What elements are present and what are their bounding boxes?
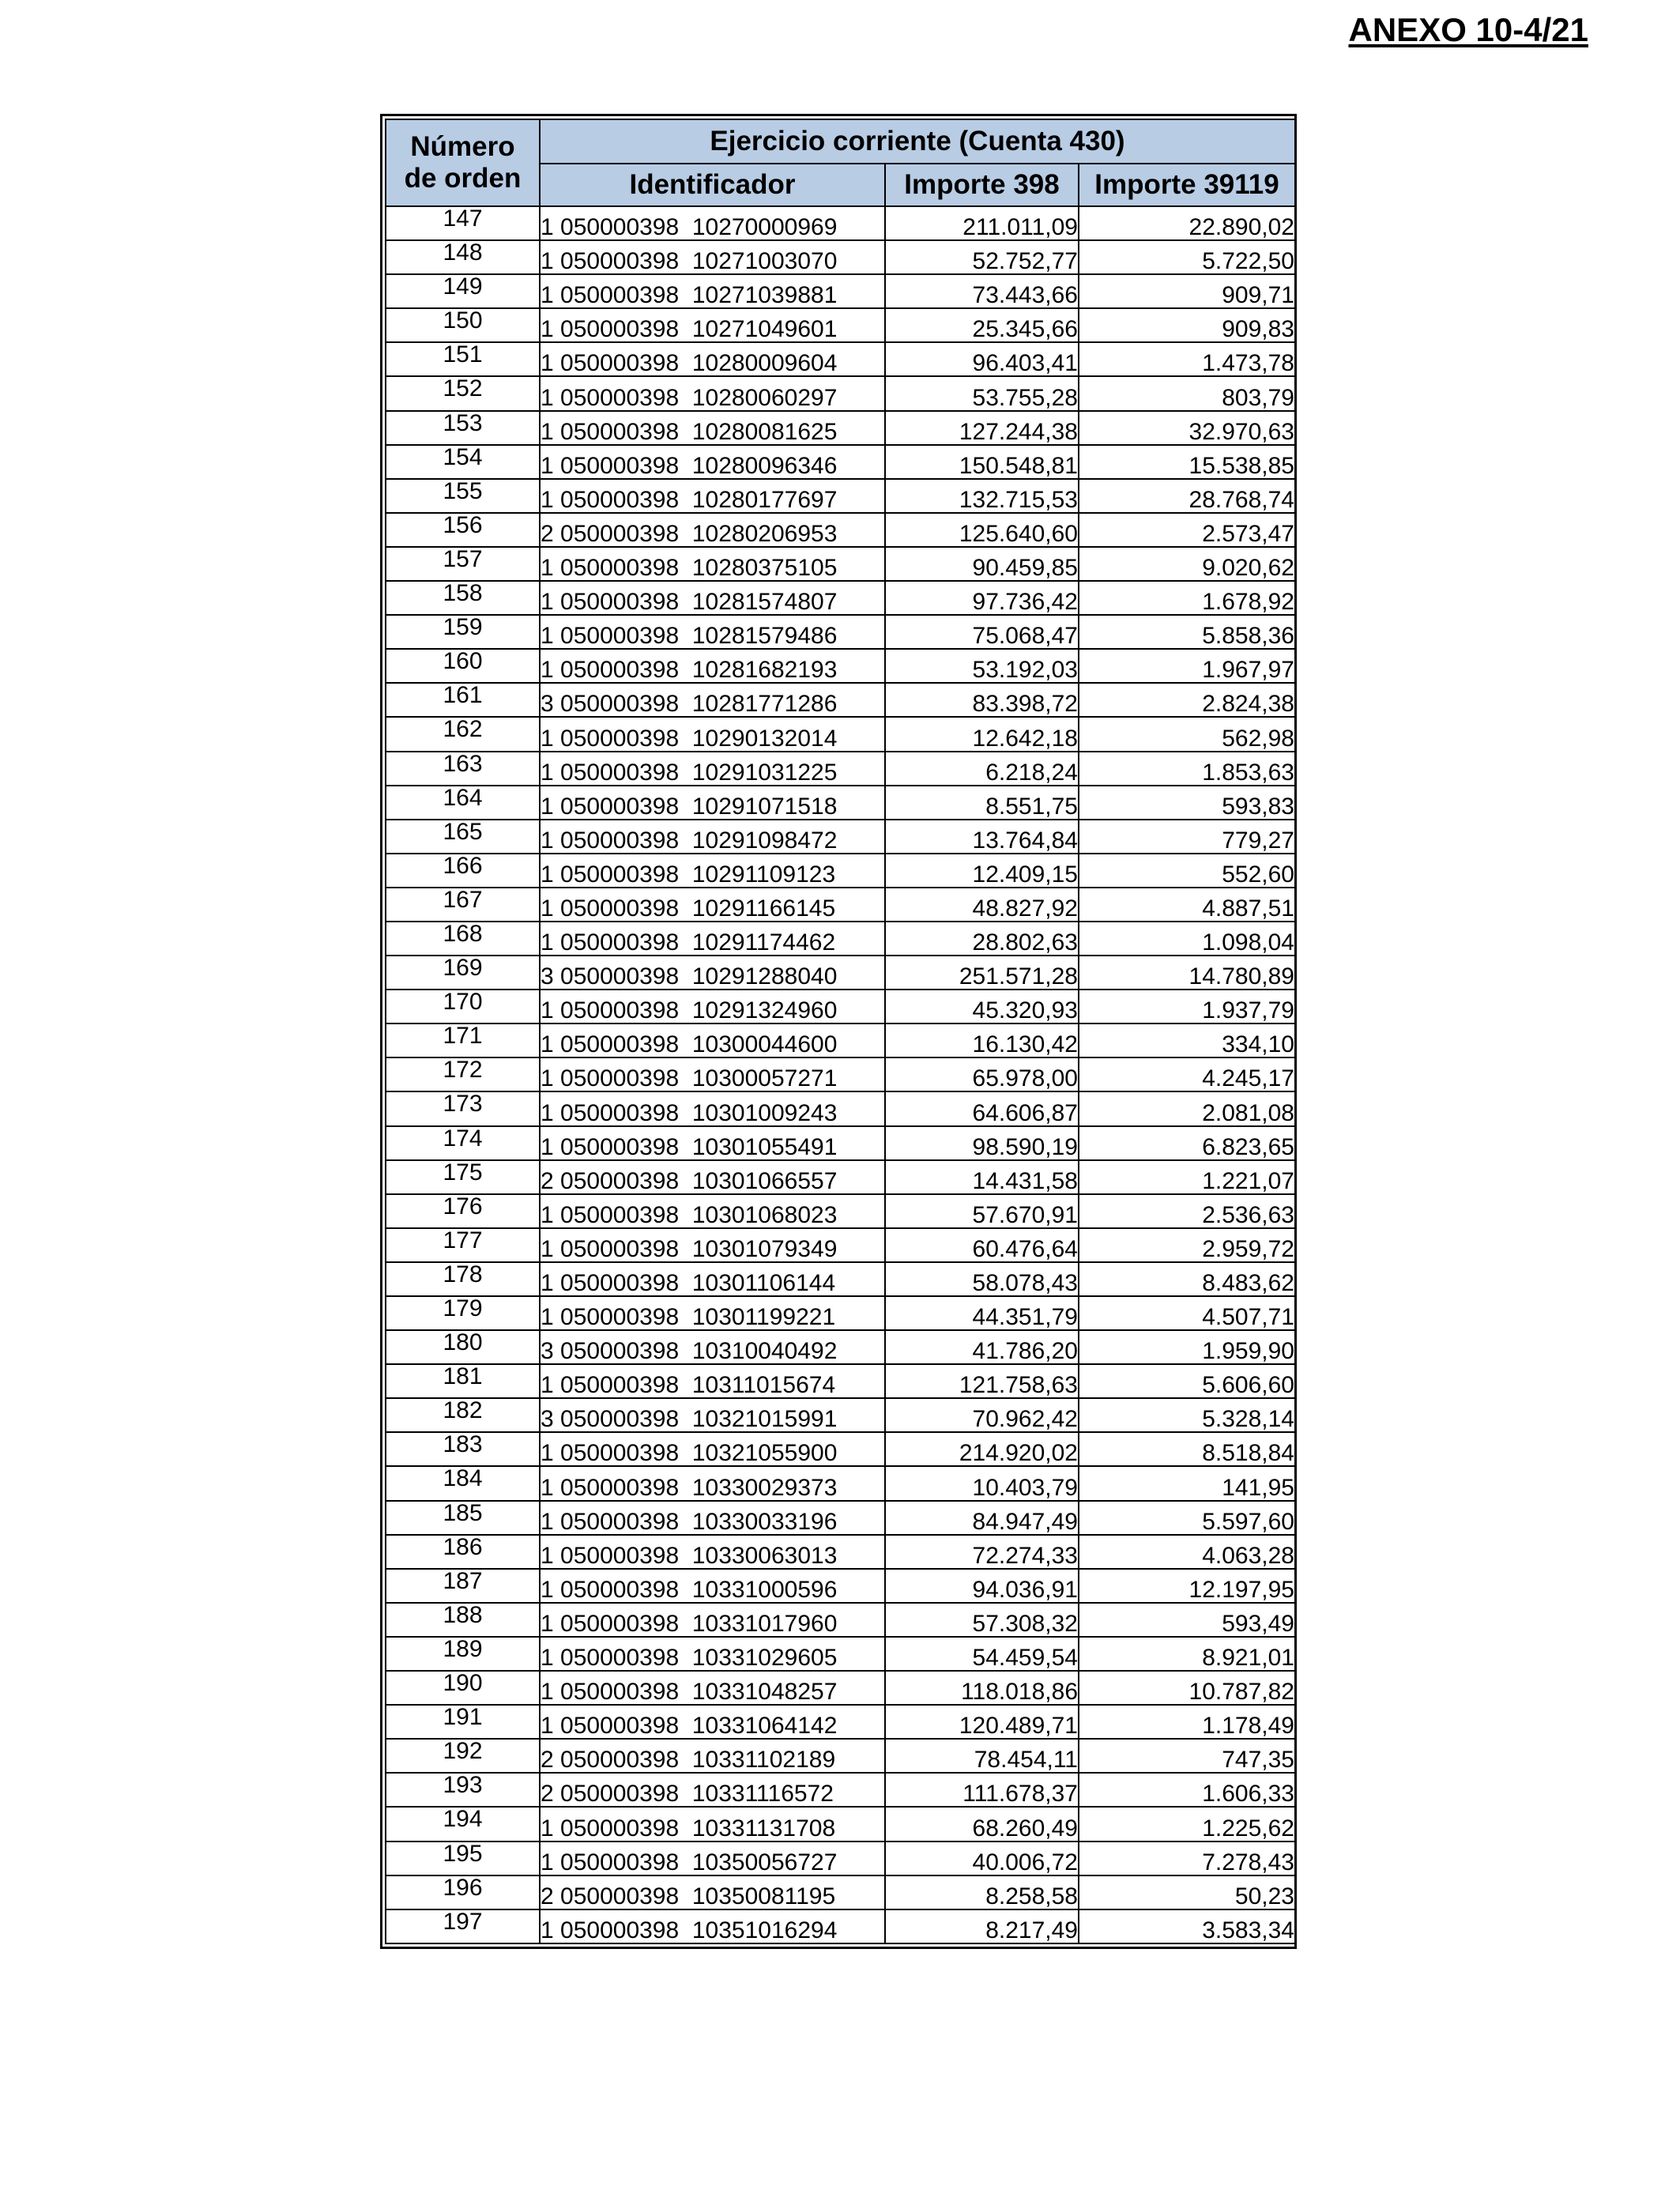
table-row <box>386 1773 1295 1807</box>
row-number: 172 <box>386 1057 540 1091</box>
row-importe-39119: 1.853,63 <box>1079 752 1295 786</box>
table-row <box>386 1091 1295 1125</box>
row-importe-39119: 6.823,65 <box>1079 1126 1295 1160</box>
row-importe-39119: 7.278,43 <box>1079 1842 1295 1875</box>
row-importe-398: 60.476,64 <box>885 1228 1079 1262</box>
row-identificador: 1 050000398 10301106144 <box>540 1262 885 1296</box>
row-number: 179 <box>386 1296 540 1330</box>
table-row <box>386 1603 1295 1637</box>
row-identificador: 2 050000398 10331102189 <box>540 1739 885 1773</box>
table-row <box>386 1501 1295 1535</box>
row-identificador: 1 050000398 10281682193 <box>540 649 885 683</box>
row-importe-39119: 5.597,60 <box>1079 1501 1295 1535</box>
table-row <box>386 342 1295 376</box>
table-row <box>386 1569 1295 1603</box>
row-identificador: 1 050000398 10281574807 <box>540 581 885 615</box>
row-identificador: 1 050000398 10301199221 <box>540 1296 885 1330</box>
row-number: 187 <box>386 1569 540 1603</box>
row-importe-39119: 2.081,08 <box>1079 1091 1295 1125</box>
table-row <box>386 615 1295 649</box>
table-row <box>386 513 1295 547</box>
row-importe-39119: 5.858,36 <box>1079 615 1295 649</box>
row-identificador: 1 050000398 10300057271 <box>540 1057 885 1091</box>
table-row <box>386 1909 1295 1943</box>
row-number: 188 <box>386 1603 540 1637</box>
row-importe-39119: 1.178,49 <box>1079 1705 1295 1739</box>
row-importe-39119: 14.780,89 <box>1079 956 1295 990</box>
row-importe-39119: 1.606,33 <box>1079 1773 1295 1807</box>
row-importe-398: 8.217,49 <box>885 1909 1079 1943</box>
table-row <box>386 1160 1295 1194</box>
row-importe-39119: 1.967,97 <box>1079 649 1295 683</box>
row-importe-398: 251.571,28 <box>885 956 1079 990</box>
row-number: 181 <box>386 1364 540 1398</box>
row-importe-39119: 141,95 <box>1079 1466 1295 1500</box>
row-number: 192 <box>386 1739 540 1773</box>
row-identificador: 2 050000398 10350081195 <box>540 1875 885 1909</box>
row-importe-398: 48.827,92 <box>885 888 1079 922</box>
row-identificador: 2 050000398 10280206953 <box>540 513 885 547</box>
row-importe-39119: 909,83 <box>1079 308 1295 342</box>
row-identificador: 1 050000398 10331064142 <box>540 1705 885 1739</box>
row-number: 153 <box>386 411 540 445</box>
row-number: 155 <box>386 479 540 513</box>
data-table <box>385 119 1296 1944</box>
row-importe-39119: 562,98 <box>1079 717 1295 751</box>
row-importe-398: 125.640,60 <box>885 513 1079 547</box>
table-row <box>386 649 1295 683</box>
row-identificador: 1 050000398 10280060297 <box>540 376 885 410</box>
row-importe-398: 120.489,71 <box>885 1705 1079 1739</box>
row-identificador: 1 050000398 10301009243 <box>540 1091 885 1125</box>
table-header <box>386 119 1295 206</box>
row-importe-39119: 2.536,63 <box>1079 1194 1295 1228</box>
row-identificador: 2 050000398 10331116572 <box>540 1773 885 1807</box>
table-row <box>386 547 1295 581</box>
table-row <box>386 1262 1295 1296</box>
table-row <box>386 1637 1295 1671</box>
row-importe-398: 28.802,63 <box>885 922 1079 956</box>
row-identificador: 1 050000398 10301055491 <box>540 1126 885 1160</box>
table-row <box>386 1330 1295 1364</box>
row-number: 182 <box>386 1398 540 1432</box>
row-identificador: 1 050000398 10331017960 <box>540 1603 885 1637</box>
row-identificador: 3 050000398 10281771286 <box>540 683 885 717</box>
row-importe-39119: 747,35 <box>1079 1739 1295 1773</box>
row-number: 158 <box>386 581 540 615</box>
row-number: 149 <box>386 274 540 308</box>
row-importe-398: 150.548,81 <box>885 445 1079 479</box>
row-importe-39119: 5.606,60 <box>1079 1364 1295 1398</box>
header-ejercicio-corriente: Ejercicio corriente (Cuenta 430) <box>540 119 1295 164</box>
row-importe-39119: 8.483,62 <box>1079 1262 1295 1296</box>
table-row <box>386 1228 1295 1262</box>
row-importe-39119: 32.970,63 <box>1079 411 1295 445</box>
row-importe-39119: 5.328,14 <box>1079 1398 1295 1432</box>
row-number: 169 <box>386 956 540 990</box>
table-row <box>386 1535 1295 1569</box>
row-importe-39119: 8.921,01 <box>1079 1637 1295 1671</box>
row-importe-39119: 803,79 <box>1079 376 1295 410</box>
row-identificador: 1 050000398 10280009604 <box>540 342 885 376</box>
table-row <box>386 1194 1295 1228</box>
row-importe-398: 25.345,66 <box>885 308 1079 342</box>
table-row <box>386 1398 1295 1432</box>
row-importe-39119: 1.473,78 <box>1079 342 1295 376</box>
row-identificador: 1 050000398 10351016294 <box>540 1909 885 1943</box>
row-identificador: 3 050000398 10321015991 <box>540 1398 885 1432</box>
row-importe-39119: 2.959,72 <box>1079 1228 1295 1262</box>
row-importe-398: 12.642,18 <box>885 717 1079 751</box>
row-importe-398: 41.786,20 <box>885 1330 1079 1364</box>
row-importe-398: 75.068,47 <box>885 615 1079 649</box>
row-number: 160 <box>386 649 540 683</box>
row-identificador: 1 050000398 10330063013 <box>540 1535 885 1569</box>
row-importe-39119: 2.573,47 <box>1079 513 1295 547</box>
row-importe-398: 84.947,49 <box>885 1501 1079 1535</box>
row-identificador: 1 050000398 10291098472 <box>540 820 885 854</box>
row-importe-39119: 4.507,71 <box>1079 1296 1295 1330</box>
row-number: 189 <box>386 1637 540 1671</box>
table-row <box>386 1057 1295 1091</box>
row-importe-398: 97.736,42 <box>885 581 1079 615</box>
row-number: 195 <box>386 1842 540 1875</box>
row-number: 166 <box>386 854 540 888</box>
row-number: 168 <box>386 922 540 956</box>
table-row <box>386 274 1295 308</box>
row-number: 170 <box>386 990 540 1023</box>
row-identificador: 1 050000398 10300044600 <box>540 1023 885 1057</box>
row-number: 167 <box>386 888 540 922</box>
row-importe-39119: 4.245,17 <box>1079 1057 1295 1091</box>
table-row <box>386 1023 1295 1057</box>
table-row <box>386 990 1295 1023</box>
row-importe-39119: 593,49 <box>1079 1603 1295 1637</box>
table-row <box>386 854 1295 888</box>
row-importe-39119: 22.890,02 <box>1079 206 1295 240</box>
row-importe-398: 16.130,42 <box>885 1023 1079 1057</box>
table-row <box>386 240 1295 274</box>
row-importe-398: 211.011,09 <box>885 206 1079 240</box>
row-number: 164 <box>386 786 540 820</box>
row-importe-39119: 50,23 <box>1079 1875 1295 1909</box>
header-importe-39119: Importe 39119 <box>1079 164 1295 206</box>
row-importe-398: 70.962,42 <box>885 1398 1079 1432</box>
row-importe-39119: 4.887,51 <box>1079 888 1295 922</box>
row-importe-39119: 552,60 <box>1079 854 1295 888</box>
row-identificador: 1 050000398 10291109123 <box>540 854 885 888</box>
row-number: 151 <box>386 342 540 376</box>
row-identificador: 1 050000398 10350056727 <box>540 1842 885 1875</box>
row-importe-398: 14.431,58 <box>885 1160 1079 1194</box>
table-row <box>386 1466 1295 1500</box>
row-importe-39119: 779,27 <box>1079 820 1295 854</box>
row-identificador: 1 050000398 10280177697 <box>540 479 885 513</box>
row-identificador: 1 050000398 10281579486 <box>540 615 885 649</box>
row-importe-398: 78.454,11 <box>885 1739 1079 1773</box>
row-number: 180 <box>386 1330 540 1364</box>
table-row <box>386 581 1295 615</box>
row-importe-39119: 3.583,34 <box>1079 1909 1295 1943</box>
row-importe-398: 98.590,19 <box>885 1126 1079 1160</box>
row-number: 161 <box>386 683 540 717</box>
row-number: 193 <box>386 1773 540 1807</box>
row-number: 184 <box>386 1466 540 1500</box>
table-row <box>386 1842 1295 1875</box>
row-identificador: 1 050000398 10291324960 <box>540 990 885 1023</box>
row-number: 183 <box>386 1432 540 1466</box>
row-importe-39119: 909,71 <box>1079 274 1295 308</box>
row-identificador: 3 050000398 10310040492 <box>540 1330 885 1364</box>
table-row <box>386 376 1295 410</box>
table-row <box>386 1705 1295 1739</box>
row-importe-398: 40.006,72 <box>885 1842 1079 1875</box>
table-row <box>386 206 1295 240</box>
table-row <box>386 1671 1295 1705</box>
row-importe-398: 72.274,33 <box>885 1535 1079 1569</box>
row-importe-39119: 4.063,28 <box>1079 1535 1295 1569</box>
row-number: 177 <box>386 1228 540 1262</box>
row-identificador: 1 050000398 10280096346 <box>540 445 885 479</box>
table-row <box>386 922 1295 956</box>
row-number: 190 <box>386 1671 540 1705</box>
row-importe-39119: 1.221,07 <box>1079 1160 1295 1194</box>
row-identificador: 1 050000398 10290132014 <box>540 717 885 751</box>
row-importe-398: 214.920,02 <box>885 1432 1079 1466</box>
row-number: 148 <box>386 240 540 274</box>
row-identificador: 1 050000398 10291071518 <box>540 786 885 820</box>
row-number: 186 <box>386 1535 540 1569</box>
table-body <box>386 206 1295 1943</box>
row-number: 147 <box>386 206 540 240</box>
row-identificador: 1 050000398 10330033196 <box>540 1501 885 1535</box>
table-row <box>386 1296 1295 1330</box>
table-row <box>386 1739 1295 1773</box>
row-identificador: 1 050000398 10271049601 <box>540 308 885 342</box>
row-importe-398: 6.218,24 <box>885 752 1079 786</box>
row-number: 175 <box>386 1160 540 1194</box>
row-importe-398: 65.978,00 <box>885 1057 1079 1091</box>
table-row <box>386 411 1295 445</box>
table-row <box>386 820 1295 854</box>
row-importe-398: 64.606,87 <box>885 1091 1079 1125</box>
table-row <box>386 1875 1295 1909</box>
row-importe-39119: 1.678,92 <box>1079 581 1295 615</box>
row-identificador: 1 050000398 10271039881 <box>540 274 885 308</box>
row-number: 162 <box>386 717 540 751</box>
table-row <box>386 1807 1295 1841</box>
row-identificador: 1 050000398 10311015674 <box>540 1364 885 1398</box>
row-number: 174 <box>386 1126 540 1160</box>
row-importe-398: 53.755,28 <box>885 376 1079 410</box>
row-identificador: 1 050000398 10291031225 <box>540 752 885 786</box>
row-identificador: 1 050000398 10331048257 <box>540 1671 885 1705</box>
table-row <box>386 1432 1295 1466</box>
table-row <box>386 888 1295 922</box>
table-row <box>386 445 1295 479</box>
table-row <box>386 752 1295 786</box>
row-number: 171 <box>386 1023 540 1057</box>
row-number: 152 <box>386 376 540 410</box>
row-importe-398: 94.036,91 <box>885 1569 1079 1603</box>
table-row <box>386 308 1295 342</box>
table-row <box>386 786 1295 820</box>
row-importe-39119: 15.538,85 <box>1079 445 1295 479</box>
row-importe-39119: 28.768,74 <box>1079 479 1295 513</box>
row-importe-398: 96.403,41 <box>885 342 1079 376</box>
row-importe-398: 132.715,53 <box>885 479 1079 513</box>
row-importe-398: 127.244,38 <box>885 411 1079 445</box>
header-orden-line2: de orden <box>404 163 522 194</box>
row-importe-398: 111.678,37 <box>885 1773 1079 1807</box>
row-importe-39119: 10.787,82 <box>1079 1671 1295 1705</box>
row-identificador: 1 050000398 10291174462 <box>540 922 885 956</box>
row-identificador: 1 050000398 10331029605 <box>540 1637 885 1671</box>
row-importe-39119: 8.518,84 <box>1079 1432 1295 1466</box>
row-identificador: 1 050000398 10301079349 <box>540 1228 885 1262</box>
row-importe-39119: 12.197,95 <box>1079 1569 1295 1603</box>
row-number: 173 <box>386 1091 540 1125</box>
header-identificador: Identificador <box>540 164 885 206</box>
row-identificador: 2 050000398 10301066557 <box>540 1160 885 1194</box>
row-importe-39119: 5.722,50 <box>1079 240 1295 274</box>
row-importe-398: 13.764,84 <box>885 820 1079 854</box>
data-table-frame <box>380 114 1297 1949</box>
header-importe-398: Importe 398 <box>885 164 1079 206</box>
table-row <box>386 717 1295 751</box>
row-identificador: 1 050000398 10280375105 <box>540 547 885 581</box>
row-importe-398: 12.409,15 <box>885 854 1079 888</box>
row-importe-398: 57.308,32 <box>885 1603 1079 1637</box>
row-importe-39119: 593,83 <box>1079 786 1295 820</box>
row-number: 165 <box>386 820 540 854</box>
row-identificador: 1 050000398 10330029373 <box>540 1466 885 1500</box>
row-identificador: 3 050000398 10291288040 <box>540 956 885 990</box>
table-row <box>386 683 1295 717</box>
row-number: 196 <box>386 1875 540 1909</box>
row-importe-398: 45.320,93 <box>885 990 1079 1023</box>
row-importe-398: 10.403,79 <box>885 1466 1079 1500</box>
row-importe-398: 83.398,72 <box>885 683 1079 717</box>
row-number: 194 <box>386 1807 540 1841</box>
header-numero-de-orden <box>386 119 540 206</box>
row-number: 197 <box>386 1909 540 1943</box>
row-identificador: 1 050000398 10271003070 <box>540 240 885 274</box>
table-row <box>386 479 1295 513</box>
row-number: 191 <box>386 1705 540 1739</box>
row-importe-398: 54.459,54 <box>885 1637 1079 1671</box>
row-importe-39119: 1.959,90 <box>1079 1330 1295 1364</box>
row-importe-398: 68.260,49 <box>885 1807 1079 1841</box>
row-number: 154 <box>386 445 540 479</box>
row-importe-39119: 2.824,38 <box>1079 683 1295 717</box>
row-importe-398: 58.078,43 <box>885 1262 1079 1296</box>
table-row <box>386 956 1295 990</box>
row-number: 156 <box>386 513 540 547</box>
row-number: 185 <box>386 1501 540 1535</box>
header-orden-line1: Número <box>410 131 515 162</box>
row-importe-39119: 1.225,62 <box>1079 1807 1295 1841</box>
row-importe-398: 73.443,66 <box>885 274 1079 308</box>
row-importe-398: 52.752,77 <box>885 240 1079 274</box>
row-identificador: 1 050000398 10331131708 <box>540 1807 885 1841</box>
table-row <box>386 1126 1295 1160</box>
row-number: 159 <box>386 615 540 649</box>
row-importe-398: 118.018,86 <box>885 1671 1079 1705</box>
row-importe-39119: 1.937,79 <box>1079 990 1295 1023</box>
row-number: 178 <box>386 1262 540 1296</box>
row-importe-398: 90.459,85 <box>885 547 1079 581</box>
row-importe-398: 8.258,58 <box>885 1875 1079 1909</box>
row-identificador: 1 050000398 10331000596 <box>540 1569 885 1603</box>
row-identificador: 1 050000398 10321055900 <box>540 1432 885 1466</box>
row-importe-398: 53.192,03 <box>885 649 1079 683</box>
row-importe-398: 44.351,79 <box>885 1296 1079 1330</box>
row-importe-398: 57.670,91 <box>885 1194 1079 1228</box>
row-importe-39119: 334,10 <box>1079 1023 1295 1057</box>
row-number: 157 <box>386 547 540 581</box>
row-importe-398: 8.551,75 <box>885 786 1079 820</box>
row-number: 150 <box>386 308 540 342</box>
row-number: 163 <box>386 752 540 786</box>
row-importe-39119: 1.098,04 <box>1079 922 1295 956</box>
row-identificador: 1 050000398 10270000969 <box>540 206 885 240</box>
row-number: 176 <box>386 1194 540 1228</box>
row-identificador: 1 050000398 10280081625 <box>540 411 885 445</box>
row-importe-39119: 9.020,62 <box>1079 547 1295 581</box>
row-identificador: 1 050000398 10291166145 <box>540 888 885 922</box>
row-identificador: 1 050000398 10301068023 <box>540 1194 885 1228</box>
annex-label: ANEXO 10-4/21 <box>1348 11 1588 48</box>
table-row <box>386 1364 1295 1398</box>
row-importe-398: 121.758,63 <box>885 1364 1079 1398</box>
